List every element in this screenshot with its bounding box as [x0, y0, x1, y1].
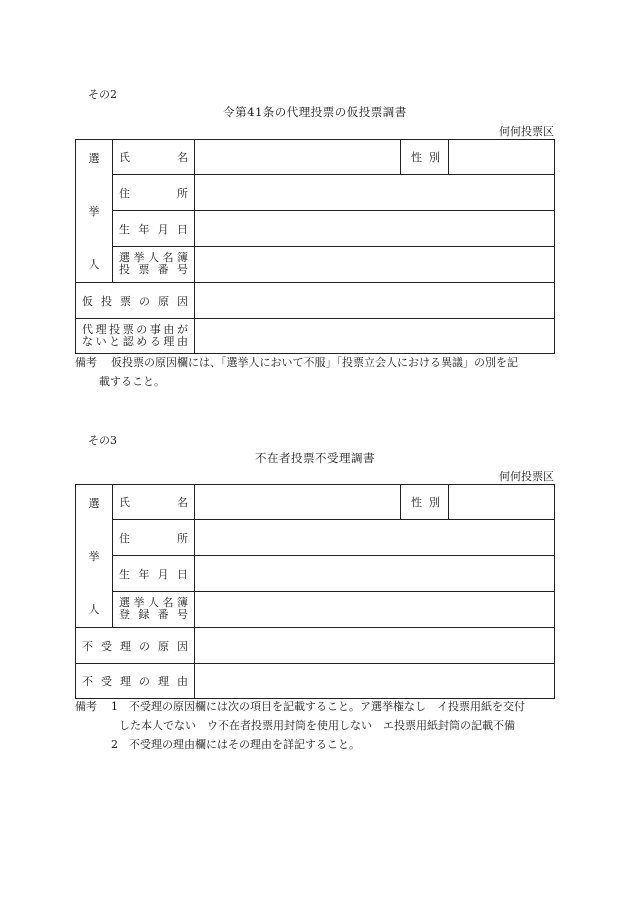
section2-district: 何何投票区 [499, 125, 554, 138]
elector-char: 挙 [88, 205, 100, 218]
name-field[interactable] [195, 485, 401, 520]
address-field[interactable] [195, 175, 555, 211]
roll-label-cell: 選 挙 人 名 簿 登 録 番 号 [113, 591, 195, 627]
address-label-cell: 住 所 [113, 520, 195, 556]
reason-label-cell: 代 理 投 票 の 事 由 が な い と 認 め る 理 由 [76, 319, 195, 354]
birth-label-cell: 生 年 月 日 [113, 211, 195, 246]
cause-label-cell: 不 受 理 の 原 因 [76, 628, 195, 664]
section2-notes [75, 353, 555, 391]
cause-field[interactable] [195, 283, 555, 319]
reason-field[interactable] [195, 664, 555, 699]
name-label-cell: 氏 名 [113, 485, 195, 520]
name-label-cell: 氏 名 [113, 140, 195, 175]
birth-label-cell: 生 年 月 日 [113, 556, 195, 591]
reason-field[interactable] [195, 319, 555, 354]
note-text: した本人でない ウ不在者投票用封筒を使用しない エ投票用紙封筒の記載不備 [119, 719, 515, 732]
elector-char: 人 [88, 603, 100, 616]
sex-label-cell: 性 別 [401, 485, 449, 520]
note-text: 不受理の原因欄には次の項目を記載すること。ア選挙権なし イ投票用紙を交付 [129, 700, 525, 713]
sex-field[interactable] [449, 140, 555, 175]
note-tag: 備考 [75, 356, 97, 369]
sex-label-cell: 性 別 [401, 140, 449, 175]
section3-title: 不在者投票不受理調書 [255, 451, 375, 465]
note-number: 1 [111, 700, 118, 713]
address-label-cell: 住 所 [113, 175, 195, 211]
reason-label-cell: 不 受 理 の 理 由 [76, 664, 195, 699]
section2-form-table [75, 139, 555, 354]
section3-label: その3 [88, 434, 117, 447]
name-field[interactable] [195, 140, 401, 175]
note-number: 2 [111, 738, 118, 751]
birthdate-field[interactable] [195, 211, 555, 246]
elector-char: 選 [88, 152, 100, 165]
note-text: 仮投票の原因欄には、「選挙人において不服」「投票立会人における異議」の別を記 [111, 356, 518, 369]
section3-district: 何何投票区 [499, 470, 554, 483]
section3-form-table [75, 484, 555, 699]
cause-field[interactable] [195, 628, 555, 664]
elector-char: 挙 [88, 550, 100, 563]
note-text: 載すること。 [99, 375, 165, 388]
note-text: 不受理の理由欄にはその理由を詳記すること。 [129, 738, 360, 751]
section2-label: その2 [88, 88, 117, 101]
elector-header-cell [76, 485, 113, 628]
elector-char: 選 [88, 497, 100, 510]
address-field[interactable] [195, 520, 555, 556]
note-tag: 備考 [75, 700, 97, 713]
roll-label-cell: 選 挙 人 名 簿 投 票 番 号 [113, 246, 195, 282]
elector-header-cell [76, 140, 113, 283]
birthdate-field[interactable] [195, 556, 555, 591]
elector-char: 人 [88, 258, 100, 271]
registration-number-field[interactable] [195, 591, 555, 627]
section3-notes [75, 697, 555, 754]
sex-field[interactable] [449, 485, 555, 520]
section2-title: 令第41条の代理投票の仮投票調書 [223, 105, 407, 119]
cause-label-cell: 仮 投 票 の 原 因 [76, 283, 195, 319]
roll-number-field[interactable] [195, 246, 555, 282]
